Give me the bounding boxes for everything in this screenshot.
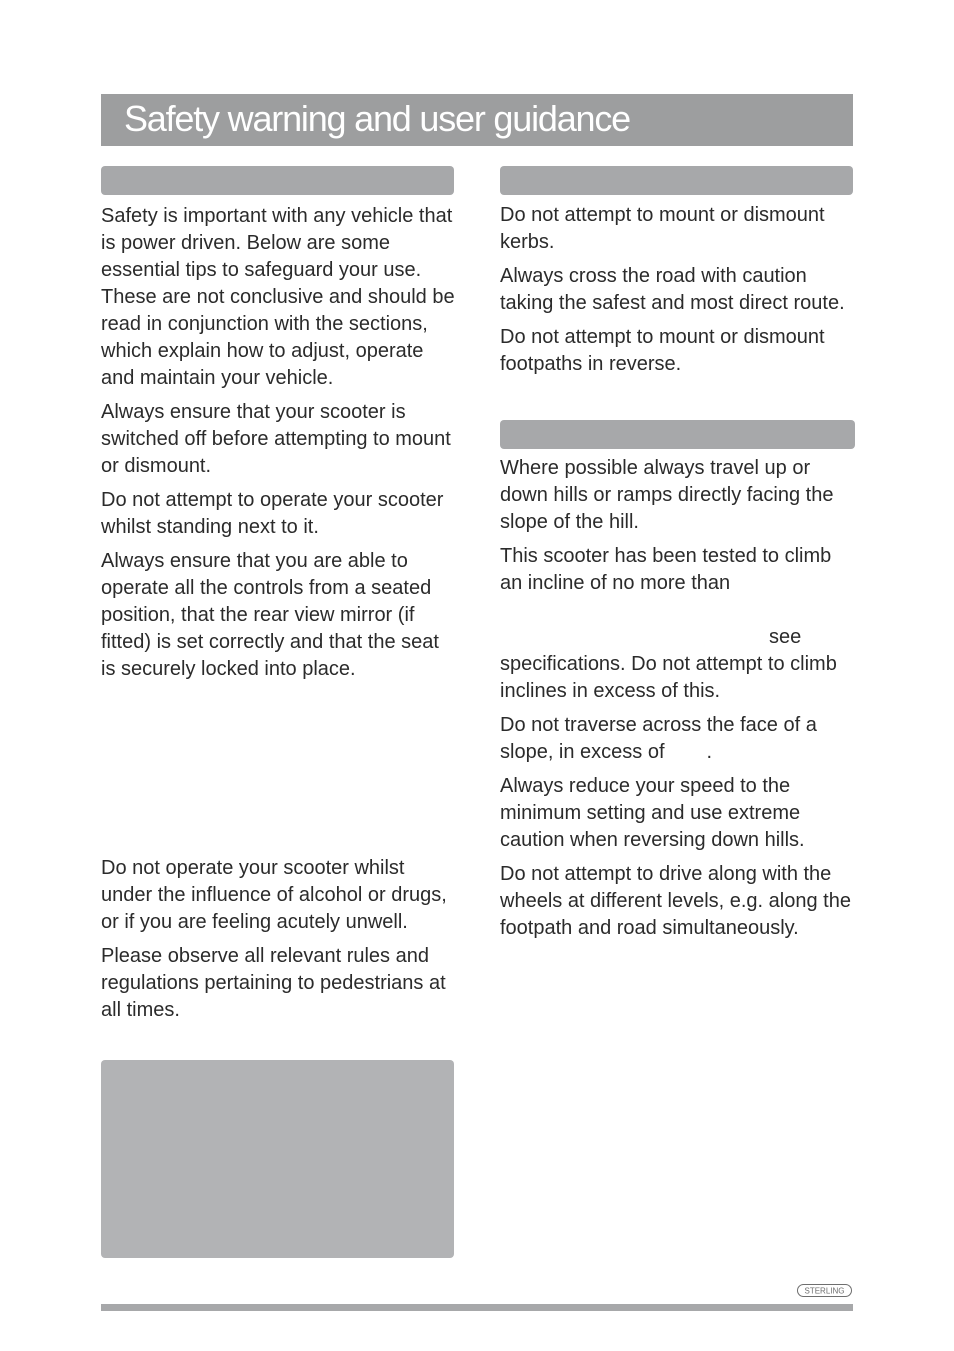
wheels-levels-paragraph: Do not attempt to drive along with the wheels at different levels, e.g. along the footpath and road simultaneously. [500,863,851,939]
reverse-hills-paragraph: Always reduce your speed to the minimum setting and use extreme caution when reversing down hills. [500,775,805,851]
incline-see-text: see [769,626,802,648]
left-column-lower [101,855,457,1031]
incline-text-start: This scooter has been tested to climb an incline of no more than [500,545,832,594]
alcohol-paragraph: Do not operate your scooter whilst under the influence of alcohol or drugs, or if you are feeling acutely unwell. [101,857,447,933]
rules-paragraph: Please observe all relevant rules and regulations pertaining to pedestrians at all times. [101,945,446,1021]
note-box [101,1060,454,1258]
hills-direct-paragraph: Where possible always travel up or down hills or ramps directly facing the slope of the hill. [500,457,834,533]
traverse-text-end: . [706,741,713,763]
footpath-reverse-paragraph: Do not attempt to mount or dismount footpaths in reverse. [500,326,825,375]
controls-paragraph: Always ensure that you are able to operate all the controls from a seated position, that the rear view mirror (if fitted) is set correctly and that the seat is securely locked into place. [101,550,439,680]
traverse-text: Do not traverse across the face of a slope, in excess of [500,714,817,763]
footer-bar [101,1304,853,1311]
cross-road-paragraph: Always cross the road with caution taking the safest and most direct route. [500,265,845,314]
sterling-logo [797,1284,852,1297]
right-column-kerbs [500,202,856,385]
page-title: Safety warning and user guidance [124,98,630,139]
logo-text: STERLING [804,1286,845,1296]
hills-section-header-bar [500,420,855,449]
switch-off-paragraph: Always ensure that your scooter is switched off before attempting to mount or dismount. [101,401,451,477]
left-column-upper [101,203,457,690]
right-section-header-bar [500,166,853,195]
safety-intro-paragraph: Safety is important with any vehicle that is power driven. Below are some essential tips to safeguard your use. These are not conclusive and should be read in conjunction with the sections, which explain how to adjust, operate and maintain your vehicle. [101,205,455,389]
traverse-paragraph [500,712,856,766]
right-column-hills [500,455,856,949]
kerbs-paragraph: Do not attempt to mount or dismount kerbs. [500,204,825,253]
left-section-header-bar [101,166,454,195]
standing-paragraph: Do not attempt to operate your scooter whilst standing next to it. [101,489,444,538]
title-bar [101,94,853,146]
incline-text-end: specifications. Do not attempt to climb inclines in excess of this. [500,653,837,702]
incline-paragraph [500,543,856,705]
